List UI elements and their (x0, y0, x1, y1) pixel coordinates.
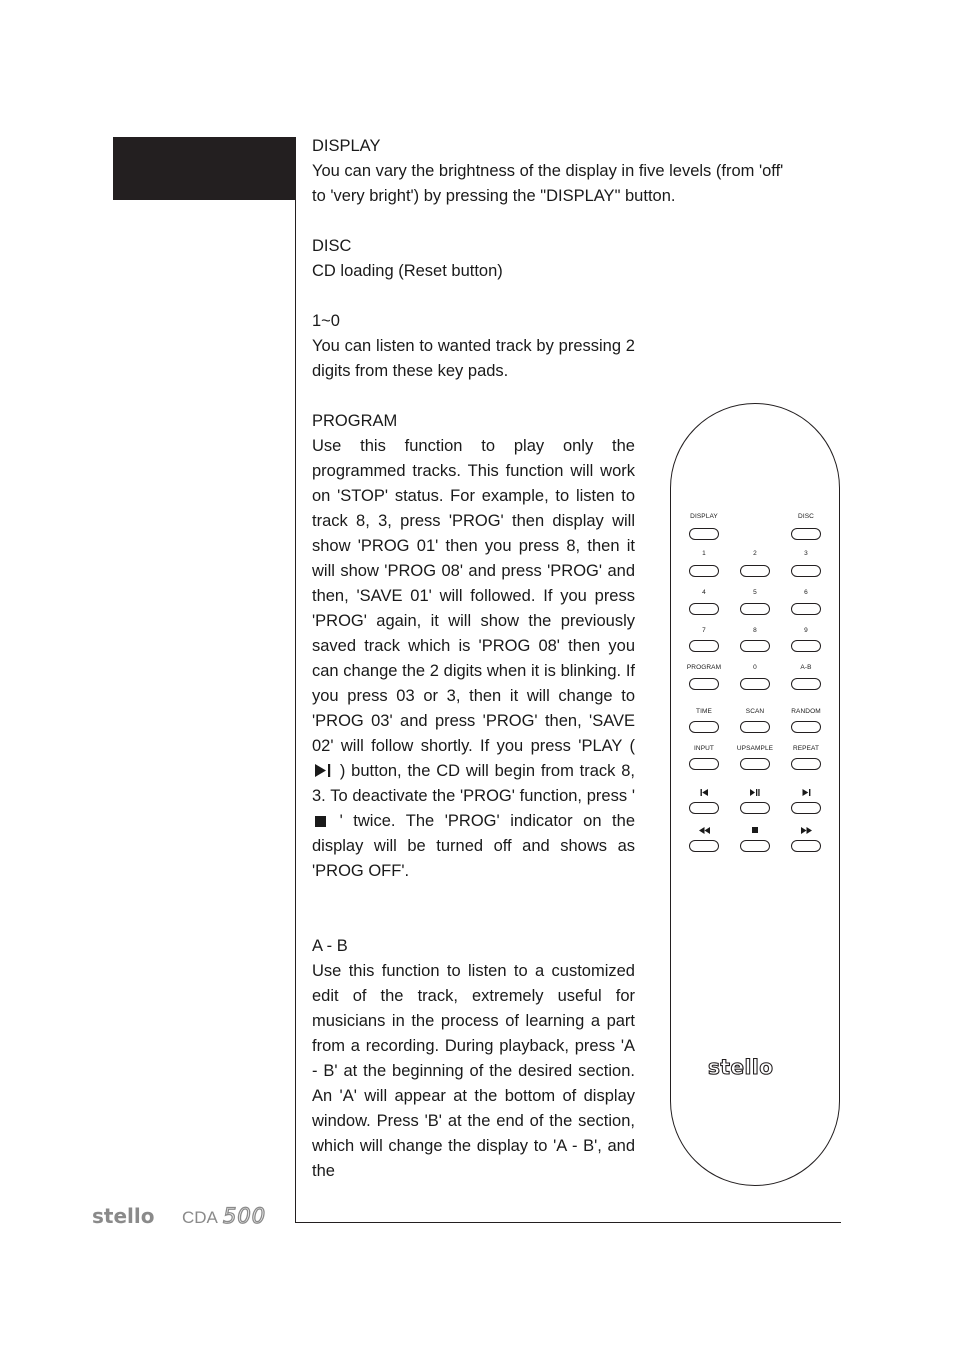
display-heading: DISPLAY (312, 137, 381, 155)
remote-label-5: 5 (753, 589, 757, 596)
play-pause-icon (750, 789, 760, 796)
remote-label-program: PROGRAM (686, 664, 722, 671)
ab-section (312, 934, 635, 1209)
remote-button-next-track (791, 802, 821, 814)
program-body-part-2: ) button, the CD will begin from track 8, 3. To deactivate the 'PROG' function, press ' (312, 762, 635, 805)
play-pause-icon (314, 764, 332, 777)
disc-body: CD loading (Reset button) (312, 262, 503, 280)
program-body-part-1: Use this function to play only the programmed tracks. This function will work on 'STOP' status. For example, to listen to track 8, 3, press 'PROG' then display will show 'PROG 01' then you press 8, then it will show 'PROG 08' and press 'PROG' and then, 'SAVE 01' will followed. If you press 'PROG' again, it will show the previously saved track which is 'PROG 08' then you can change the 2 digits when it is blinking. If you press 03 or 3, then it will change to 'PROG 03' and press 'PROG' then, 'SAVE 02' will follow shortly. If you press 'PLAY ( (312, 437, 635, 755)
rewind-icon (699, 827, 710, 834)
section-tab-block (113, 137, 296, 200)
remote-label-time: TIME (696, 708, 712, 715)
footer-model-number: 500 (223, 1204, 267, 1228)
remote-button-random (791, 721, 821, 733)
remote-label-6: 6 (804, 589, 808, 596)
remote-label-display: DISPLAY (690, 513, 718, 520)
remote-button-scan (740, 721, 770, 733)
remote-label-scan: SCAN (745, 708, 765, 715)
stop-icon (315, 816, 326, 827)
remote-label-upsample: UPSAMPLE (736, 745, 774, 752)
program-heading: PROGRAM (312, 412, 398, 430)
remote-button-5 (740, 603, 770, 615)
display-line-1: You can vary the brightness of the display in five levels (from 'off' (312, 162, 784, 180)
prev-track-icon (700, 789, 709, 796)
remote-button-program (689, 678, 719, 690)
ab-body: Use this function to listen to a customized edit of the track, extremely useful for musicians in the process of learning a part from a recording. During playback, press 'A - B' at the beginning of the desired section. An 'A' will appear at the bottom of display window. Press 'B' at the end of the section, which will change the display to 'A - B', and the (312, 962, 635, 1180)
remote-label-8: 8 (753, 627, 757, 634)
stello-logo-icon (708, 1057, 804, 1077)
disc-heading: DISC (312, 237, 352, 255)
remote-button-ab (791, 678, 821, 690)
footer-brand-logo (92, 1204, 286, 1228)
remote-button-2 (740, 565, 770, 577)
remote-button-1 (689, 565, 719, 577)
bottom-rule (295, 1222, 841, 1223)
remote-button-rewind (689, 840, 719, 852)
remote-label-0: 0 (753, 664, 757, 671)
fast-forward-icon (801, 827, 812, 834)
remote-button-disc (791, 528, 821, 540)
remote-button-6 (791, 603, 821, 615)
remote-button-9 (791, 640, 821, 652)
remote-label-disc: DISC (798, 513, 814, 520)
remote-button-stop (740, 840, 770, 852)
program-body-part-3: ' twice. The 'PROG' indicator on the display will be turned off and shows as 'PROG OFF'. (312, 812, 635, 880)
remote-button-3 (791, 565, 821, 577)
remote-button-prev-track (689, 802, 719, 814)
remote-button-display (689, 528, 719, 540)
next-track-icon (802, 789, 811, 796)
remote-label-9: 9 (804, 627, 808, 634)
remote-button-0 (740, 678, 770, 690)
remote-label-repeat: REPEAT (792, 745, 820, 752)
remote-button-input (689, 758, 719, 770)
remote-button-8 (740, 640, 770, 652)
program-body (312, 434, 635, 884)
remote-label-4: 4 (702, 589, 706, 596)
footer-model-prefix: CDA (182, 1208, 218, 1227)
remote-label-7: 7 (702, 627, 706, 634)
digits-section (312, 309, 635, 384)
ab-heading: A - B (312, 937, 348, 955)
display-line-2: to 'very bright') by pressing the "DISPLAY" button. (312, 187, 676, 205)
svg-text:stello: stello (708, 1057, 774, 1077)
digits-heading: 1~0 (312, 312, 340, 330)
remote-button-play-pause (740, 802, 770, 814)
remote-label-input: INPUT (694, 745, 714, 752)
remote-button-repeat (791, 758, 821, 770)
remote-label-1: 1 (702, 550, 706, 557)
remote-label-ab: A-B (800, 664, 812, 671)
remote-label-3: 3 (804, 550, 808, 557)
program-section (312, 409, 635, 884)
remote-button-7 (689, 640, 719, 652)
footer-brand: stello (92, 1204, 155, 1228)
remote-button-fast-forward (791, 840, 821, 852)
remote-label-2: 2 (753, 550, 757, 557)
remote-button-time (689, 721, 719, 733)
remote-button-4 (689, 603, 719, 615)
disc-section (312, 234, 840, 284)
stop-icon (752, 827, 758, 833)
remote-label-random: RANDOM (791, 708, 821, 715)
digits-body: You can listen to wanted track by pressing 2 digits from these key pads. (312, 337, 635, 380)
display-section (312, 134, 840, 209)
remote-button-upsample (740, 758, 770, 770)
vertical-rule (295, 137, 296, 1223)
